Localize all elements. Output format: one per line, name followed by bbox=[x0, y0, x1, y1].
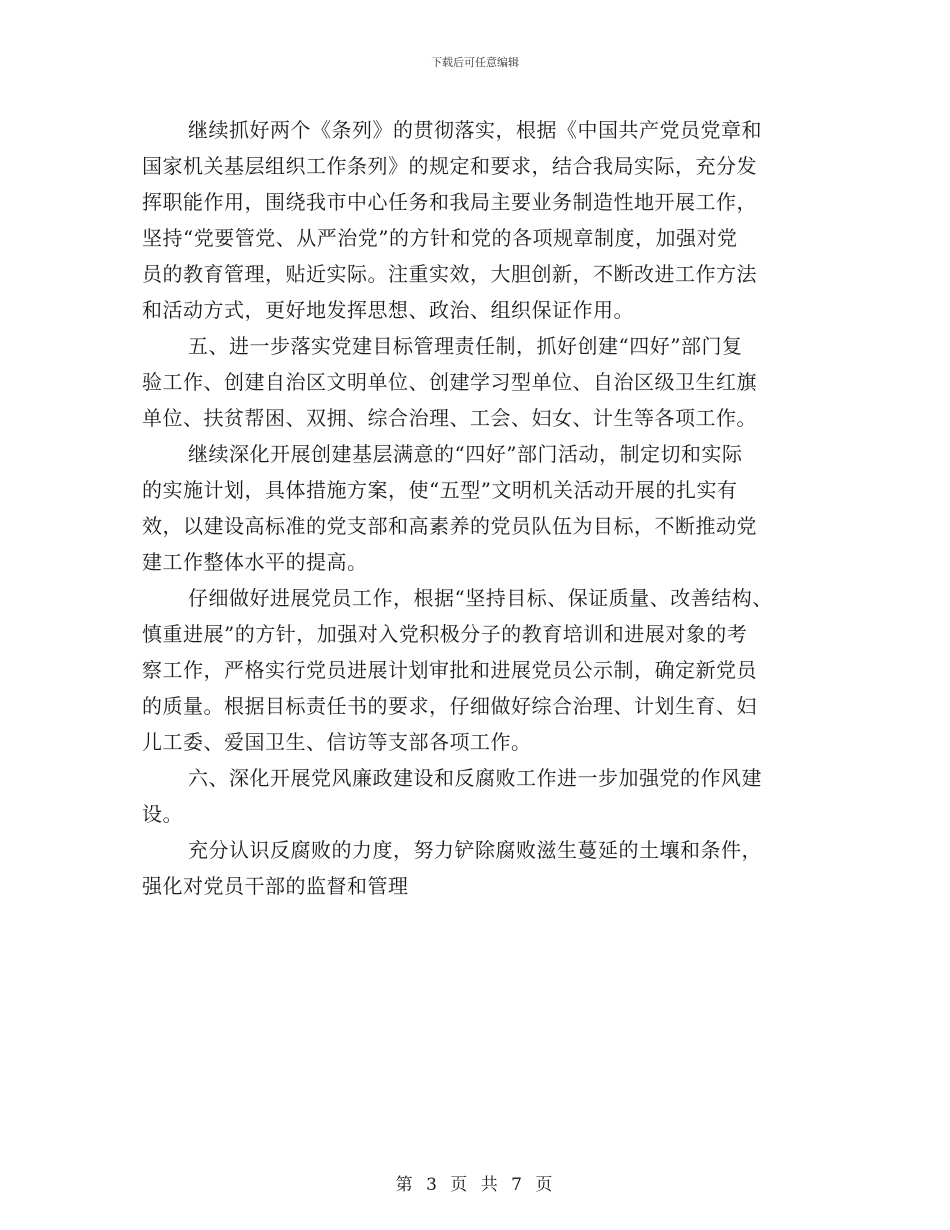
text-line: 慎重进展”的方针，加强对入党积极分子的教育培训和进展对象的考 bbox=[142, 622, 748, 646]
text-line: 坚持“党要管党、从严治党”的方针和党的各项规章制度，加强对党 bbox=[142, 226, 738, 250]
paragraph-4 bbox=[142, 580, 810, 760]
paragraph-6 bbox=[142, 832, 810, 904]
text-line: 员的教育管理，贴近实际。注重实效，大胆创新，不断改进工作方法 bbox=[142, 262, 757, 286]
paragraph-1 bbox=[142, 112, 810, 328]
text-line: 的实施计划，具体措施方案，使“五型”文明机关活动开展的扎实有 bbox=[142, 478, 738, 502]
text-line: 察工作，严格实行党员进展计划审批和进展党员公示制，确定新党员 bbox=[142, 658, 757, 682]
text-line: 和活动方式，更好地发挥思想、政治、组织保证作用。 bbox=[142, 298, 634, 322]
text-line: 的质量。根据目标责任书的要求，仔细做好综合治理、计划生育、妇 bbox=[142, 694, 757, 718]
text-line: 单位、扶贫帮困、双拥、综合治理、工会、妇女、计生等各项工作。 bbox=[142, 406, 757, 430]
page-header: 下载后可任意编辑 bbox=[431, 56, 519, 69]
text-line: 继续抓好两个《条列》的贯彻落实，根据《中国共产党员党章和 bbox=[188, 118, 762, 142]
page-number: 第 3 页 共 7 页 bbox=[395, 1175, 555, 1195]
paragraph-2 bbox=[142, 328, 810, 436]
text-line: 充分认识反腐败的力度，努力铲除腐败滋生蔓延的土壤和条件， bbox=[188, 838, 762, 862]
text-line: 国家机关基层组织工作条列》的规定和要求，结合我局实际，充分发 bbox=[142, 154, 757, 178]
text-line: 挥职能作用，围绕我市中心任务和我局主要业务制造性地开展工作， bbox=[142, 190, 757, 214]
text-line: 设。 bbox=[142, 802, 183, 826]
text-line: 验工作、创建自治区文明单位、创建学习型单位、自治区级卫生红旗 bbox=[142, 370, 757, 394]
text-line: 六、深化开展党风廉政建设和反腐败工作进一步加强党的作风建 bbox=[188, 766, 762, 790]
text-line: 继续深化开展创建基层满意的“四好”部门活动，制定切和实际 bbox=[188, 442, 743, 466]
document-body bbox=[142, 112, 810, 904]
text-line: 建工作整体水平的提高。 bbox=[142, 550, 368, 574]
text-line: 强化对党员干部的监督和管理 bbox=[142, 874, 409, 898]
text-line: 儿工委、爱国卫生、信访等支部各项工作。 bbox=[142, 730, 532, 754]
paragraph-3 bbox=[142, 436, 810, 580]
text-line: 五、进一步落实党建目标管理责任制，抓好创建“四好”部门复 bbox=[188, 334, 743, 358]
paragraph-5 bbox=[142, 760, 810, 832]
text-line: 效，以建设高标准的党支部和高素养的党员队伍为目标，不断推动党 bbox=[142, 514, 757, 538]
text-line: 仔细做好进展党员工作，根据“坚持目标、保证质量、改善结构、 bbox=[188, 586, 773, 610]
